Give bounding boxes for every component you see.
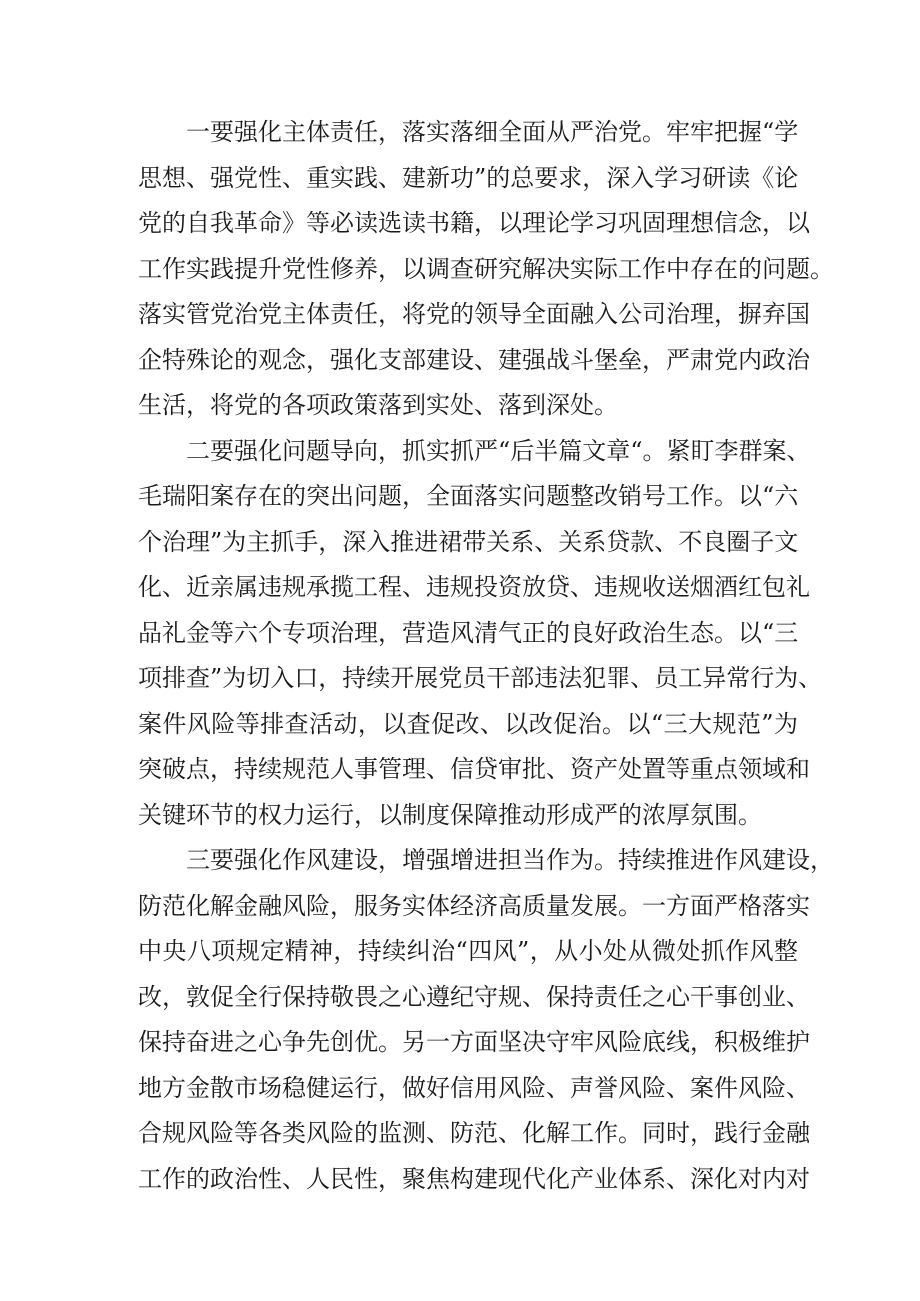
paragraph-line: 项排查”为切入口，持续开展党员干部违法犯罪、员工异常行为、 [138, 664, 823, 692]
paragraph-line: 工作实践提升党性修养，以调查研究解决实际工作中存在的问题。 [138, 254, 834, 283]
paragraph-line: 中央八项规定精神，持续纠治“四风”，从小处从微处抓作风整 [138, 937, 798, 965]
paragraph-line: 关键环节的权力运行，以制度保障推动形成严的浓厚氛围。 [138, 800, 762, 829]
paragraph-line: 二要强化问题导向，抓实抓严“后半篇文章“。紧盯李群案、 [186, 436, 811, 465]
paragraph-line: 地方金散市场稳健运行，做好信用风险、声誉风险、案件风险、 [138, 1073, 810, 1102]
paragraph-line: 企特殊论的观念，强化支部建设、建强战斗堡垒，严肃党内政治 [138, 345, 810, 374]
paragraph-line: 三要强化作风建设，增强增进担当作为。持续推进作风建设， [186, 846, 834, 874]
paragraph-line: 个治理”为主抓手，深入推进裙带关系、关系贷款、不良圈子文 [138, 527, 799, 556]
paragraph-line: 防范化解金融风险，服务实体经济高质量发展。一方面严格落实 [138, 891, 810, 920]
paragraph-line: 品礼金等六个专项治理，营造风清气正的良好政治生态。以“三 [138, 618, 799, 647]
document-body [138, 110, 834, 1202]
paragraph-line: 落实管党治党主体责任，将党的领导全面融入公司治理，摒弃国 [138, 300, 810, 328]
paragraph-line: 生活，将党的各项政策落到实处、落到深处。 [138, 391, 618, 419]
paragraph-line: 思想、强党性、重实践、建新功”的总要求，深入学习研读《论 [138, 163, 799, 192]
paragraph-2 [138, 429, 823, 839]
paragraph-line: 化、近亲属违规承揽工程、违规投资放贷、违规收送烟酒红包礼 [138, 573, 810, 601]
paragraph-line: 党的自我革命》等必读选读书籍，以理论学习巩固理想信念，以 [138, 209, 810, 237]
paragraph-line: 突破点，持续规范人事管理、信贷审批、资产处置等重点领域和 [138, 755, 810, 783]
paragraph-line: 改，敦促全行保持敬畏之心遵纪守规、保持责任之心干事创业、 [138, 982, 810, 1011]
paragraph-line: 案件风险等排查活动，以査促改、以改促治。以“三大规范”为 [138, 709, 798, 738]
paragraph-line: 毛瑞阳案存在的突出问题，全面落实问题整改销号工作。以“六 [138, 482, 799, 510]
paragraph-line: 一要强化主体责任，落实落细全面从严治党。牢牢把握“学 [186, 118, 799, 146]
paragraph-line: 工作的政治性、人民性，聚焦构建现代化产业体系、深化对内对 [138, 1164, 810, 1193]
paragraph-1 [138, 110, 834, 429]
paragraph-line: 保持奋进之心争先创优。另一方面坚决守牢风险底线，积极维护 [138, 1028, 810, 1056]
paragraph-3 [138, 838, 834, 1202]
paragraph-line: 合规风险等各类风险的监测、防范、化解工作。同时，践行金融 [138, 1119, 810, 1147]
